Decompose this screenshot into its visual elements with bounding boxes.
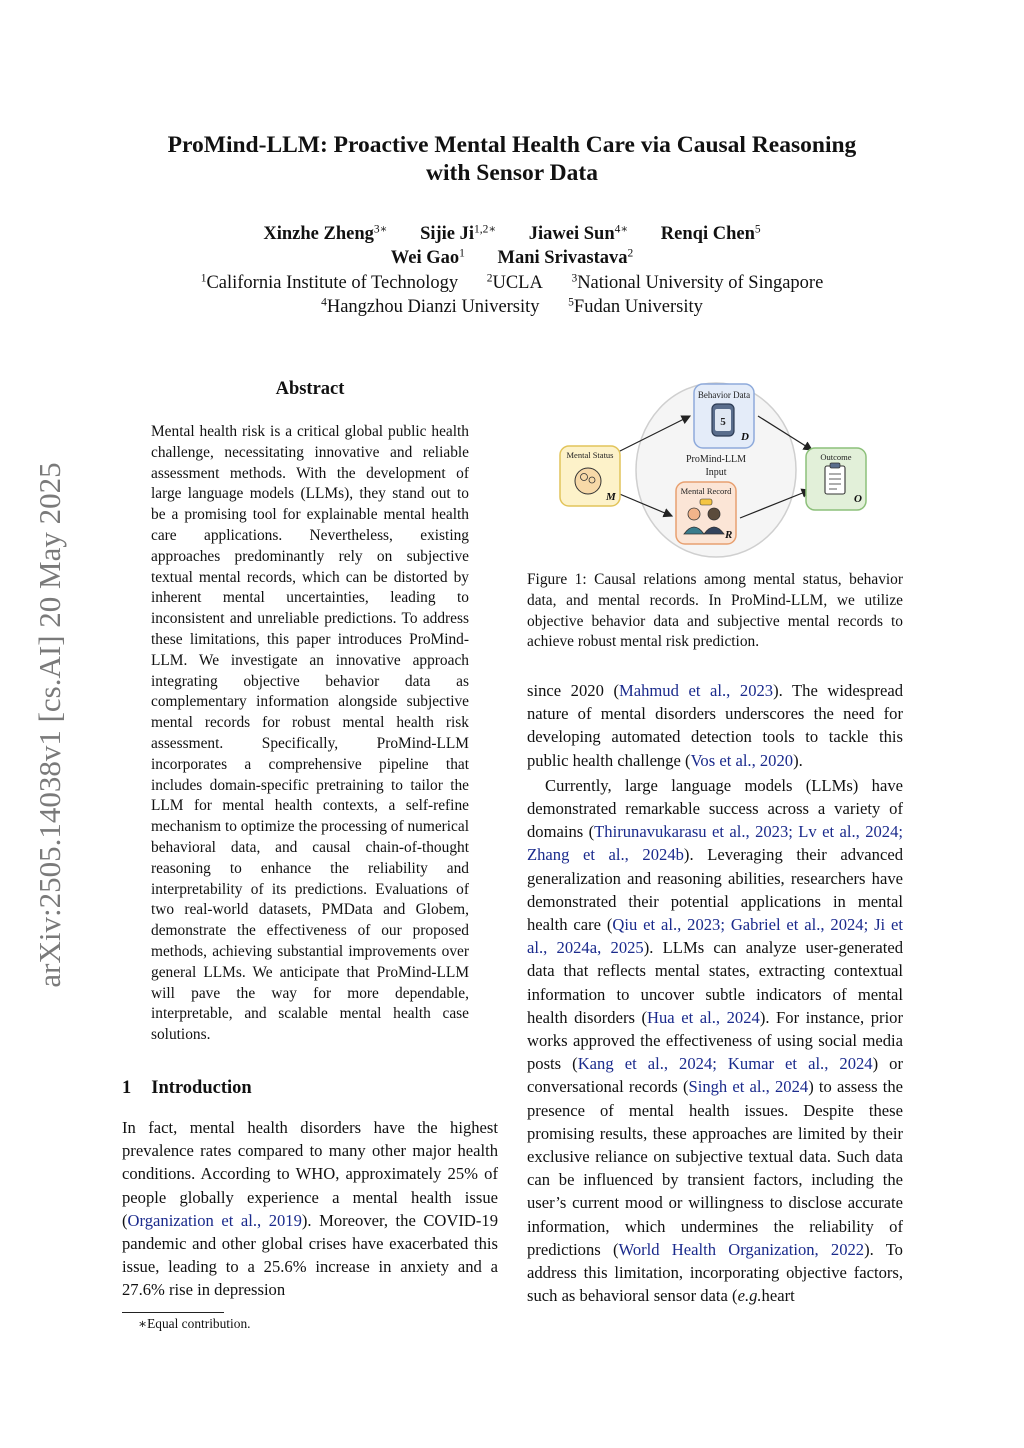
intro-paragraph: In fact, mental health disorders have the highest prevalence rates compared to many other major health conditions. According to WHO, approximately 25% of people globally experience a mental health issue (Organization et al., 2019). Moreover, the COVID-19 pandemic and other global crises have exacerbated this issue, leading to a 25.6% increase in anxiety and a 27.6% rise in depression xyxy=(122,1118,498,1300)
author: Jiawei Sun$^{4∗}$ xyxy=(528,223,629,244)
author: Mani Srivastava$^2$ xyxy=(497,247,634,268)
citation-link[interactable]: Mahmud et al., 2023 xyxy=(618,681,774,700)
paragraph: since 2020 (Mahmud et al., 2023). The widespread nature of mental disorders underscores the need for developing automated detection tools to tackle this public health challenge (Vos et al., 2020). xyxy=(527,681,903,770)
paragraph: Currently, large language models (LLMs) have demonstrated remarkable success across a variety of domains (Thirunavukarasu et al., 2023; Lv et al., 2024; Zhang et al., 2024b). Leveraging their advanced generalization and reasoning abilities, researchers have demonstrated their potential applications in mental health care (Qiu et al., 2023; Gabriel et al., 2024; Ji et al., 2024a, 2025). LLMs can analyze user-generated data that reflects mental states, extracting contextual information to uncover subtle indicators of mental health disorders (Hua et al., 2024). For instance, prior works approved the effectiveness of using social media posts (Kang et al., 2024; Kumar et al., 2024) or conversational records (Singh et al., 2024) to assess the presence of mental health issues. Despite these promising results, these approaches are limited by their exclusive reliance on subjective textual data. Such data can be influenced by transient factors, including the user’s current mood or willingness to disclose accurate information, which undermines the reliability of predictions (World Health Organization, 2022). To address this limitation, incorporating objective factors, such as behavioral sensor data (e.g.heart xyxy=(527,775,903,1306)
author: Renqi Chen$^5$ xyxy=(660,223,761,244)
affiliation: $^5$Fudan University xyxy=(568,296,703,317)
section-number: 1 xyxy=(122,1078,132,1098)
eg-abbrev: e.g. xyxy=(737,1286,762,1306)
person-icon xyxy=(688,508,700,520)
mental-status-node xyxy=(560,446,620,506)
author-list xyxy=(120,222,904,270)
footnote: ∗Equal contribution. xyxy=(138,1316,251,1331)
affiliation: $^4$Hangzhou Dianzi University xyxy=(321,296,540,317)
affiliation-list xyxy=(120,271,904,319)
author: Wei Gao$^1$ xyxy=(390,247,465,268)
outcome-label: Outcome xyxy=(820,452,852,462)
figure-1-caption: Figure 1: Causal relations among mental status, behavior data, and mental records. In ProMind-LLM, we utilize objective behavior data and subjective mental records to achieve robust mental risk prediction. xyxy=(527,571,903,651)
affiliation: $^3$National University of Singapore xyxy=(571,272,824,293)
citation-link[interactable]: Qiu et al., 2023; Gabriel et al., 2024; Ji et al., 2024a, 2025 xyxy=(527,915,903,958)
title-line-1: ProMind-LLM: Proactive Mental Health Care via Causal Reasoning xyxy=(167,132,857,158)
citation-link[interactable]: Hua et al., 2024 xyxy=(647,1007,760,1027)
mental-status-letter: M xyxy=(606,491,616,503)
mental-record-letter: R xyxy=(725,529,733,541)
arxiv-stamp-text: arXiv:2505.14038v1 [cs.AI] 20 May 2025 xyxy=(32,462,67,988)
outcome-letter: O xyxy=(854,493,862,505)
citation-link[interactable]: Singh et al., 2024 xyxy=(688,1077,809,1097)
behavior-data-label: Behavior Data xyxy=(697,390,751,400)
behavior-data-node xyxy=(694,384,754,448)
svg-text:5: 5 xyxy=(720,416,726,428)
arxiv-stamp xyxy=(28,420,72,1030)
title-line-2: with Sensor Data xyxy=(426,160,598,186)
input-label-line1: ProMind-LLM xyxy=(686,454,746,465)
citation-link[interactable]: Kang et al., 2024; Kumar et al., 2024 xyxy=(577,1054,873,1074)
figure-1-diagram xyxy=(548,378,888,560)
section-title: Introduction xyxy=(151,1078,252,1098)
author: Sijie $Ji^{1,2∗}$ xyxy=(420,223,497,244)
citation-link[interactable]: Vos et al., 2020 xyxy=(690,750,794,770)
right-column-text xyxy=(527,679,903,1307)
affiliation: $^1$California Institute of Technology xyxy=(200,272,459,293)
citation-link[interactable]: World Health Organization, 2022 xyxy=(618,1239,865,1259)
abstract-body: Mental health risk is a critical global public health challenge, necessitating innovative and reliable assessment methods. With the development of large language models (LLMs), they stand out to be a promising tool for explainable mental health care applications. Nevertheless, existing approaches predominantly rely on subjective textual mental records, which can be distorted by inherent mental uncertainties, leading to inconsistent and unreliable predictions. To address these limitations, this paper introduces ProMind-LLM. We investigate an innovative approach integrating objective behavior data as complementary information alongside subjective mental records for robust mental health risk assessment. Specifically, ProMind-LLM incorporates a comprehensive pipeline that includes domain-specific pretraining to tailor the LLM for mental health contexts, a self-refine mechanism to optimize the processing of numerical behavioral data, and causal chain-of-thought reasoning to enhance the reliability and interpretability of its predictions. Evaluations of two real-world datasets, PMData and Globem, demonstrate the effectiveness of our proposed methods, achieving substantial improvements over general LLMs. We anticipate that ProMind-LLM will pave the way for more dependable, interpretable, and scalable mental health case solutions. xyxy=(151,423,469,1044)
affiliation: $^2$UCLA xyxy=(486,272,543,293)
outcome-node xyxy=(806,448,866,510)
author: Xinzhe Zheng$^{3∗}$ xyxy=(263,223,388,244)
section-heading xyxy=(122,1078,252,1099)
citation-link[interactable]: Organization et al., 2019 xyxy=(127,1210,302,1230)
mental-record-node xyxy=(676,482,736,544)
mental-record-label: Mental Record xyxy=(680,486,732,496)
paper-title xyxy=(120,131,904,187)
mental-status-label: Mental Status xyxy=(566,450,614,460)
clipboard-icon xyxy=(825,466,845,494)
abstract-heading: Abstract xyxy=(275,379,345,399)
behavior-data-letter: D xyxy=(741,431,749,443)
person-icon xyxy=(708,508,720,520)
head-icon xyxy=(575,468,601,494)
citation-link[interactable]: Thirunavukarasu et al., 2023; Lv et al., 2024; Zhang et al., 2024b xyxy=(527,822,903,865)
input-label-line2: Input xyxy=(705,467,727,478)
footnote-rule xyxy=(122,1312,224,1313)
